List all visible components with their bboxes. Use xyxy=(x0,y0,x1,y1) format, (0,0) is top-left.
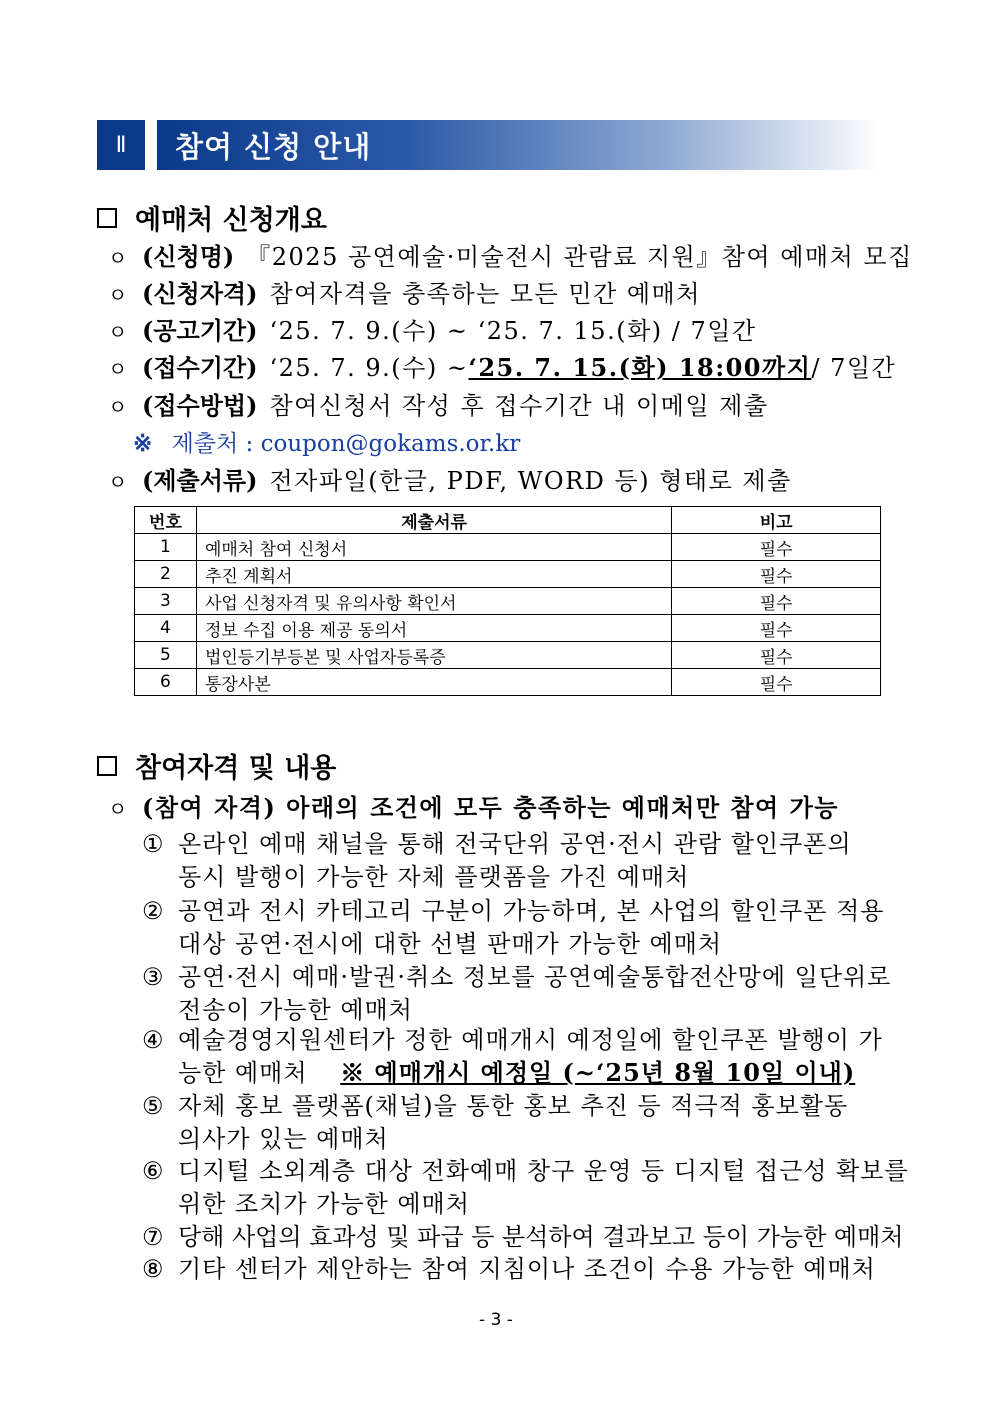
item-label: (신청자격) xyxy=(142,279,258,308)
item-text: 전자파일(한글, PDF, WORD 등) 형태로 제출 xyxy=(269,467,792,495)
overview-heading-text: 예매처 신청개요 xyxy=(135,205,327,236)
deadline-emphasis: ‘25. 7. 15.(화) 18:00까지 xyxy=(468,353,812,382)
item-text: 참여신청서 작성 후 접수기간 내 이메일 제출 xyxy=(269,392,769,420)
table-row xyxy=(135,642,881,669)
item-label: (접수기간) xyxy=(142,353,258,382)
item-label: (공고기간) xyxy=(142,316,258,345)
submission-email-text[interactable]: 제출처 : coupon@gokams.or.kr xyxy=(171,431,521,457)
bullet-icon: ㅇ xyxy=(108,320,128,344)
row-number: 5 xyxy=(135,642,197,669)
documents-table xyxy=(134,506,881,696)
table-row xyxy=(135,588,881,615)
row-remark: 필수 xyxy=(672,642,881,669)
item-line: 의사가 있는 예매처 xyxy=(178,1125,389,1153)
overview-item-eligibility xyxy=(108,274,701,309)
column-header: 제출서류 xyxy=(196,507,671,534)
bullet-icon: ㅇ xyxy=(108,470,128,494)
item-number: ② xyxy=(142,897,165,925)
table-row xyxy=(135,669,881,696)
row-remark: 필수 xyxy=(672,534,881,561)
page-number: - 3 - xyxy=(479,1310,513,1330)
row-document: 예매처 참여 신청서 xyxy=(196,534,671,561)
item-line: 기타 센터가 제안하는 참여 지침이나 조건이 수용 가능한 예매처 xyxy=(178,1255,876,1283)
condition-item-1 xyxy=(142,824,852,859)
item-label: (접수방법) xyxy=(142,391,258,420)
square-bullet-icon xyxy=(97,756,117,776)
item-line: 자체 홍보 플랫폼(채널)을 통한 홍보 추진 등 적극적 홍보활동 xyxy=(178,1092,849,1120)
eligibility-heading-text: 참여자격 및 내용 xyxy=(135,753,337,784)
condition-item-2-cont xyxy=(178,924,722,959)
eligibility-intro xyxy=(108,788,839,823)
row-number: 3 xyxy=(135,588,197,615)
condition-item-6 xyxy=(142,1151,909,1186)
condition-item-6-cont xyxy=(178,1184,470,1219)
overview-item-name xyxy=(108,237,913,272)
item-label: (신청명) xyxy=(142,242,235,271)
item-text: 참여자격을 충족하는 모든 민간 예매처 xyxy=(269,280,701,308)
row-remark: 필수 xyxy=(672,615,881,642)
item-text: 『2025 공연예술·미술전시 관람료 지원』참여 예매처 모집 xyxy=(246,243,913,271)
submission-note xyxy=(133,425,520,458)
row-number: 6 xyxy=(135,669,197,696)
condition-item-1-cont xyxy=(178,857,689,892)
item-line: 위한 조치가 가능한 예매처 xyxy=(178,1190,470,1218)
overview-heading xyxy=(97,198,327,237)
condition-item-7 xyxy=(142,1217,903,1252)
item-number: ⑤ xyxy=(142,1092,165,1120)
item-number: ⑥ xyxy=(142,1157,165,1185)
item-text-post: / 7일간 xyxy=(811,354,897,382)
overview-item-documents xyxy=(108,461,792,496)
condition-item-5 xyxy=(142,1086,848,1121)
item-text: ‘25. 7. 9.(수) ~ ‘25. 7. 15.(화) / 7일간 xyxy=(269,317,757,345)
item-line: 능한 예매처 xyxy=(178,1059,308,1087)
section-title: 참여 신청 안내 xyxy=(157,120,882,170)
table-header-row xyxy=(135,507,881,534)
item-line: 온라인 예매 채널을 통해 전국단위 공연·전시 관람 할인쿠폰의 xyxy=(178,830,852,858)
item-line: 대상 공연·전시에 대한 선별 판매가 가능한 예매처 xyxy=(178,930,723,958)
table-row xyxy=(135,615,881,642)
condition-item-5-cont xyxy=(178,1119,389,1154)
row-document: 통장사본 xyxy=(196,669,671,696)
item-line: 전송이 가능한 예매처 xyxy=(178,996,413,1024)
release-date-note: ※ 예매개시 예정일 (~‘25년 8월 10일 이내) xyxy=(340,1058,856,1087)
table-row xyxy=(135,561,881,588)
row-document: 사업 신청자격 및 유의사항 확인서 xyxy=(196,588,671,615)
bullet-icon: ㅇ xyxy=(108,246,128,270)
eligibility-heading xyxy=(97,746,336,785)
bullet-icon: ㅇ xyxy=(108,797,128,821)
row-number: 1 xyxy=(135,534,197,561)
row-number: 2 xyxy=(135,561,197,588)
bullet-icon: ㅇ xyxy=(108,283,128,307)
item-number: ⑦ xyxy=(142,1223,164,1251)
item-text-pre: ‘25. 7. 9.(수) ~ xyxy=(269,354,469,382)
row-number: 4 xyxy=(135,615,197,642)
table-row xyxy=(135,534,881,561)
column-header: 비고 xyxy=(672,507,881,534)
row-document: 정보 수집 이용 제공 동의서 xyxy=(196,615,671,642)
square-bullet-icon xyxy=(97,208,117,228)
item-line: 당해 사업의 효과성 및 파급 등 분석하여 결과보고 등이 가능한 예매처 xyxy=(178,1223,904,1251)
overview-item-receipt-period xyxy=(108,348,896,383)
condition-item-8 xyxy=(142,1249,876,1284)
item-line: 디지털 소외계층 대상 전화예매 창구 운영 등 디지털 접근성 확보를 xyxy=(178,1157,909,1185)
bullet-icon: ㅇ xyxy=(108,395,128,419)
row-remark: 필수 xyxy=(672,561,881,588)
overview-item-method xyxy=(108,386,769,421)
row-remark: 필수 xyxy=(672,588,881,615)
section-number: Ⅱ xyxy=(97,120,145,170)
item-number: ① xyxy=(142,830,165,858)
row-remark: 필수 xyxy=(672,669,881,696)
row-document: 추진 계획서 xyxy=(196,561,671,588)
item-label: (제출서류) xyxy=(142,466,258,495)
item-line: 공연·전시 예매·발권·취소 정보를 공연예술통합전산망에 일단위로 xyxy=(178,963,892,991)
item-line: 공연과 전시 카테고리 구분이 가능하며, 본 사업의 할인쿠폰 적용 xyxy=(178,897,885,925)
item-line: 예술경영지원센터가 정한 예매개시 예정일에 할인쿠폰 발행이 가 xyxy=(178,1026,883,1054)
condition-item-4-cont xyxy=(178,1053,855,1088)
condition-item-2 xyxy=(142,891,884,926)
item-number: ④ xyxy=(142,1026,165,1054)
bullet-icon: ㅇ xyxy=(108,357,128,381)
item-number: ③ xyxy=(142,963,165,991)
eligibility-intro-text: (참여 자격) 아래의 조건에 모두 충족하는 예매처만 참여 가능 xyxy=(142,793,839,822)
column-header: 번호 xyxy=(135,507,197,534)
item-line: 동시 발행이 가능한 자체 플랫폼을 가진 예매처 xyxy=(178,863,690,891)
overview-item-notice-period xyxy=(108,311,757,346)
item-number: ⑧ xyxy=(142,1255,165,1283)
row-document: 법인등기부등본 및 사업자등록증 xyxy=(196,642,671,669)
condition-item-3 xyxy=(142,957,891,992)
reference-mark-icon: ※ xyxy=(133,430,153,457)
condition-item-4 xyxy=(142,1020,883,1055)
